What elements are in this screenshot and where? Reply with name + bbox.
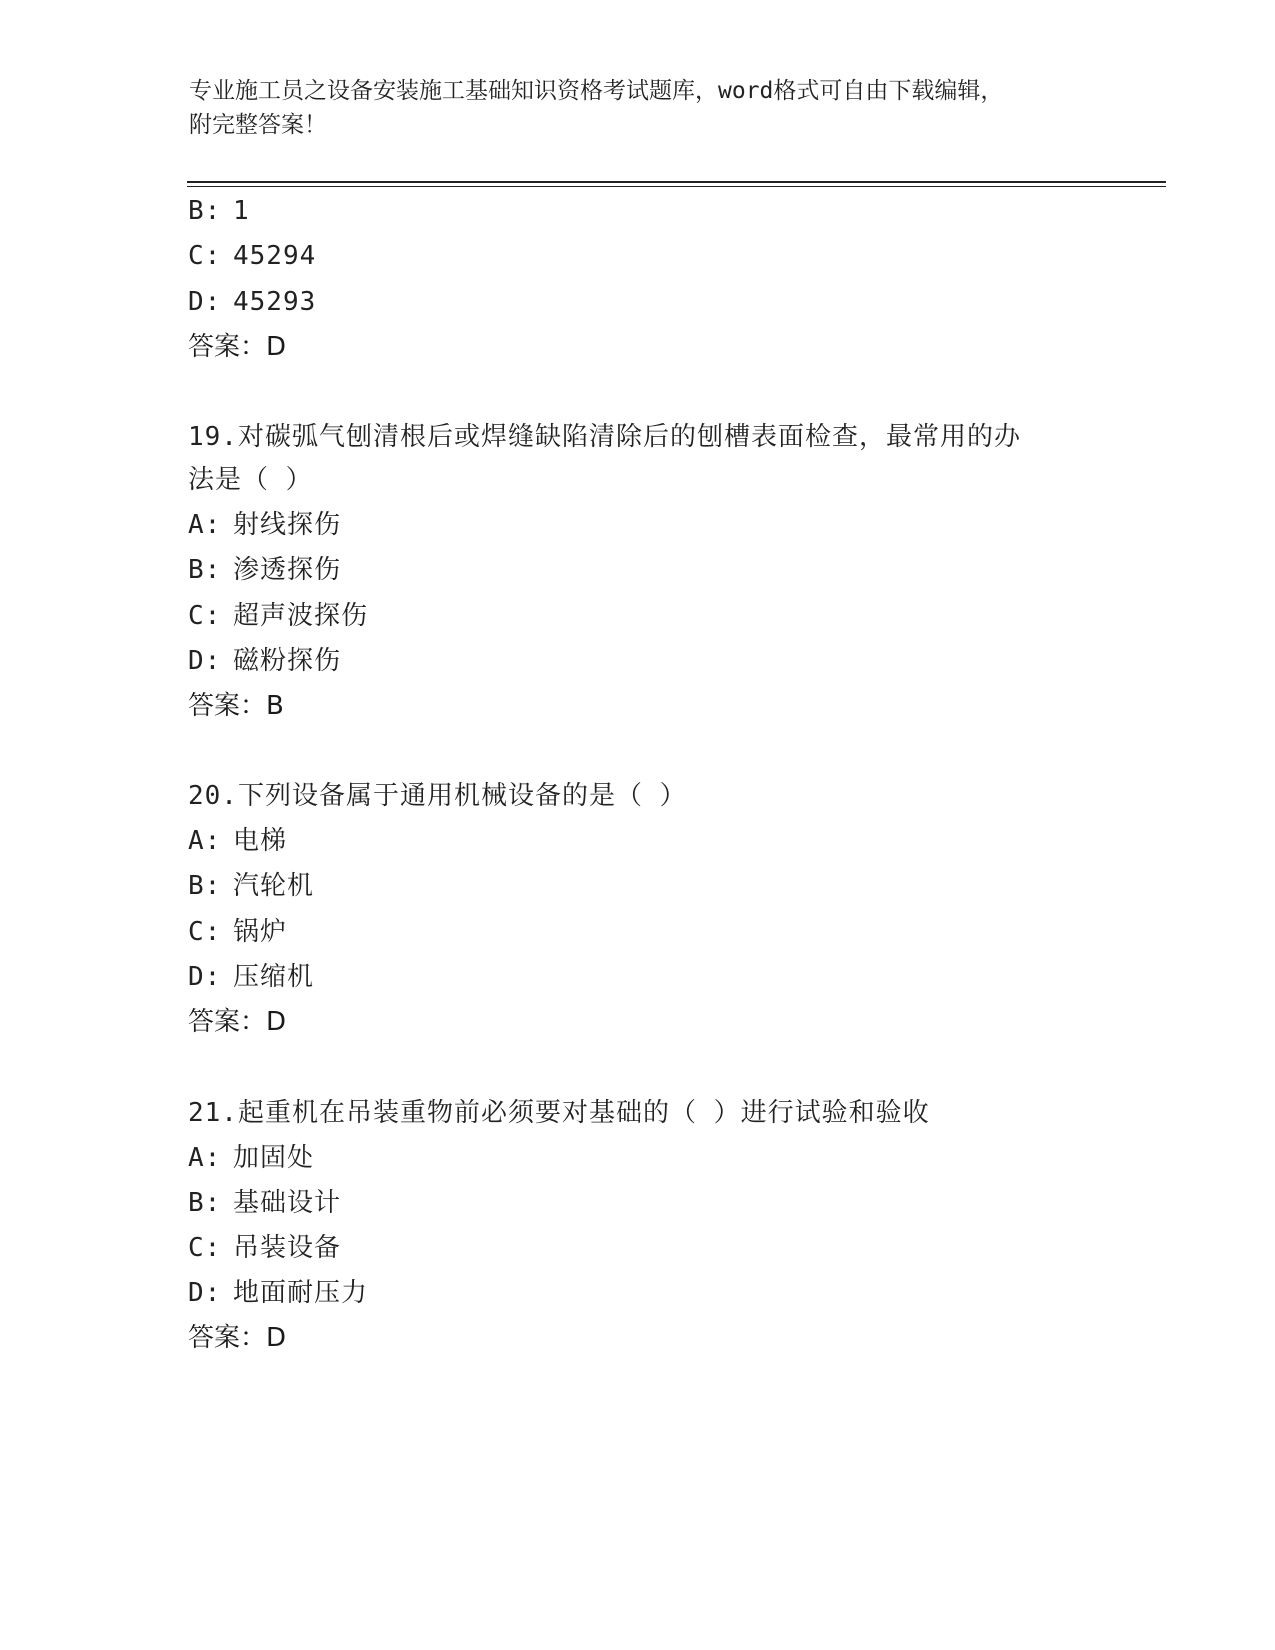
option-row <box>188 599 368 633</box>
option-text: 渗透探伤 <box>233 555 342 585</box>
answer-line: 答案：D <box>188 1323 287 1353</box>
option-row <box>188 194 250 228</box>
question-stem: 20.下列设备属于通用机械设备的是（ ） <box>188 781 687 811</box>
option-key: C: <box>188 917 222 947</box>
question-stem-continued: 法是（ ） <box>188 465 313 495</box>
option-key: A: <box>188 826 222 856</box>
option-text: 1 <box>233 196 250 226</box>
header-divider <box>187 181 1166 187</box>
option-text: 压缩机 <box>233 962 315 992</box>
answer-line: 答案：D <box>188 1007 287 1037</box>
option-row <box>188 239 316 273</box>
option-text: 汽轮机 <box>233 871 315 901</box>
option-key: D: <box>188 646 222 676</box>
option-row <box>188 1141 314 1175</box>
option-key: A: <box>188 510 222 540</box>
option-row <box>188 553 341 587</box>
option-key: B: <box>188 1188 222 1218</box>
option-row <box>188 869 314 903</box>
option-text: 45293 <box>233 287 317 317</box>
option-text: 电梯 <box>233 826 288 856</box>
option-text: 超声波探伤 <box>233 601 369 631</box>
option-key: D: <box>188 287 222 317</box>
option-key: B: <box>188 196 222 226</box>
header-line-1: 专业施工员之设备安装施工基础知识资格考试题库，word格式可自由下载编辑， <box>189 78 1004 104</box>
option-row <box>188 824 287 858</box>
option-key: C: <box>188 241 222 271</box>
option-text: 射线探伤 <box>233 510 342 540</box>
option-row <box>188 1276 368 1310</box>
option-text: 地面耐压力 <box>233 1278 369 1308</box>
option-row <box>188 1186 341 1220</box>
option-row <box>188 960 314 994</box>
option-row <box>188 915 287 949</box>
header-line-2: 附完整答案！ <box>189 112 327 138</box>
option-key: C: <box>188 1233 222 1263</box>
option-key: B: <box>188 871 222 901</box>
option-key: D: <box>188 1278 222 1308</box>
option-text: 磁粉探伤 <box>233 646 342 676</box>
question-stem: 21.起重机在吊装重物前必须要对基础的（ ）进行试验和验收 <box>188 1098 930 1128</box>
option-key: A: <box>188 1143 222 1173</box>
option-row <box>188 508 341 542</box>
option-text: 锅炉 <box>233 917 288 947</box>
option-key: C: <box>188 601 222 631</box>
option-row <box>188 1231 341 1265</box>
answer-line: 答案：D <box>188 332 287 362</box>
option-key: D: <box>188 962 222 992</box>
option-row <box>188 285 316 319</box>
option-text: 45294 <box>233 241 317 271</box>
option-text: 吊装设备 <box>233 1233 342 1263</box>
answer-line: 答案：B <box>188 691 284 721</box>
document-header <box>189 74 1089 142</box>
option-text: 加固处 <box>233 1143 315 1173</box>
option-key: B: <box>188 555 222 585</box>
option-row <box>188 644 341 678</box>
option-text: 基础设计 <box>233 1188 342 1218</box>
question-stem: 19.对碳弧气刨清根后或焊缝缺陷清除后的刨槽表面检查，最常用的办 <box>188 422 1021 452</box>
